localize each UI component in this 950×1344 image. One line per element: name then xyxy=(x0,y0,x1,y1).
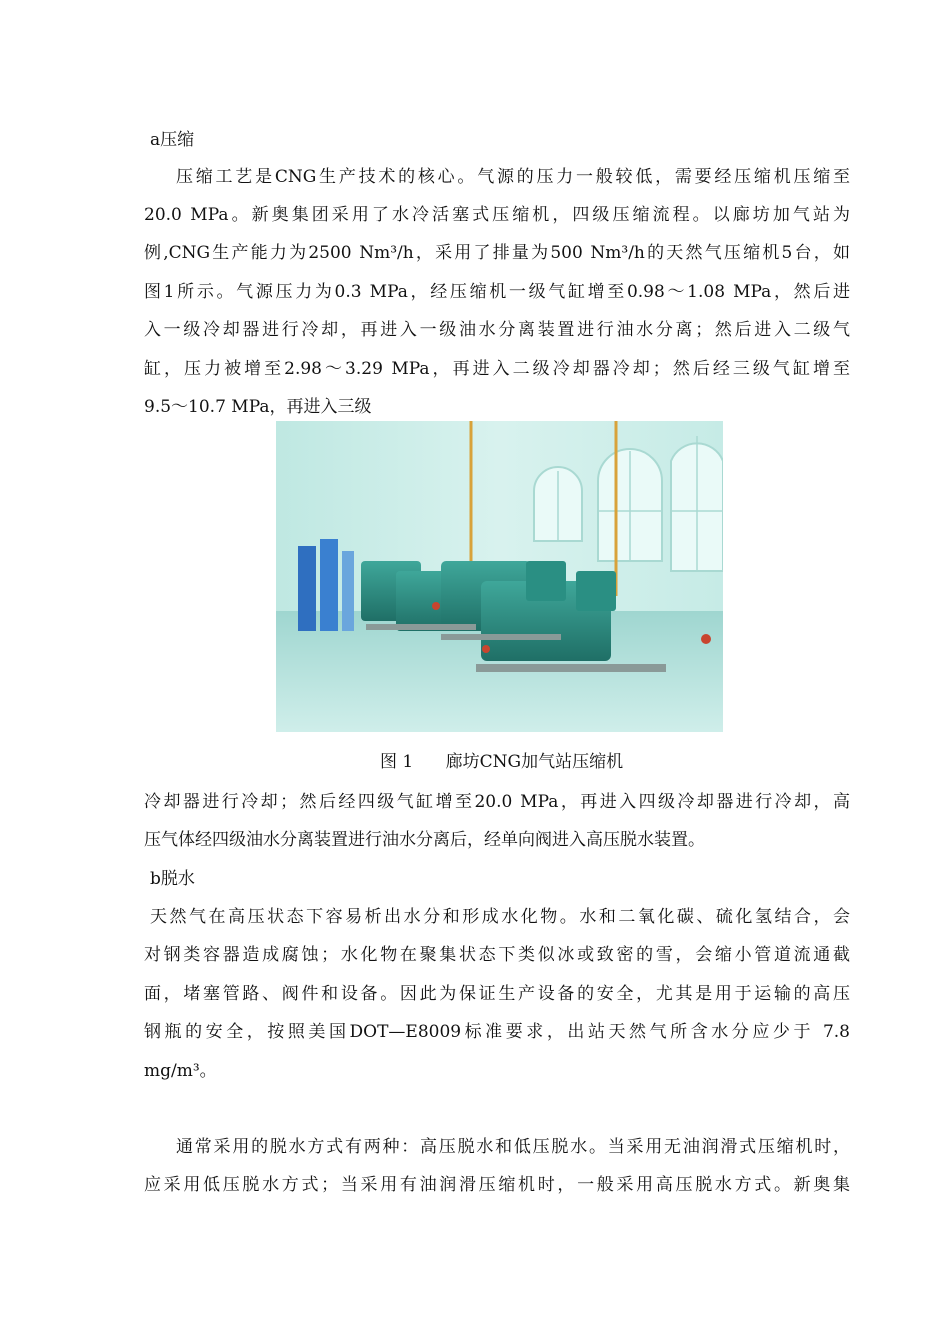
paragraph-line: 例,CNG生产能力为2500 Nm³/h，采用了排量为500 Nm³/h的天然气压缩机5台，如 xyxy=(144,243,850,263)
section-b-heading: b脱水 xyxy=(150,869,195,889)
figure-caption: 图 1 廊坊CNG加气站压缩机 xyxy=(380,752,624,772)
paragraph-line: mg/m³。 xyxy=(144,1061,217,1081)
paragraph-line: 入一级冷却器进行冷却，再进入一级油水分离装置进行油水分离；然后进入二级气 xyxy=(144,320,850,340)
paragraph-line: 通常采用的脱水方式有两种：高压脱水和低压脱水。当采用无油润滑式压缩机时， xyxy=(176,1137,850,1157)
paragraph-line: 天然气在高压状态下容易析出水分和形成水化物。水和二氧化碳、硫化氢结合，会 xyxy=(150,907,850,927)
paragraph-line: 钢瓶的安全，按照美国DOT—E8009标准要求，出站天然气所含水分应少于 7.8 xyxy=(144,1022,850,1042)
paragraph-line: 应采用低压脱水方式；当采用有油润滑压缩机时，一般采用高压脱水方式。新奥集 xyxy=(144,1175,850,1195)
paragraph-line: 对钢类容器造成腐蚀；水化物在聚集状态下类似冰或致密的雪，会缩小管道流通截 xyxy=(144,945,850,965)
compressor-photo xyxy=(276,421,723,732)
paragraph-line: 冷却器进行冷却；然后经四级气缸增至20.0 MPa，再进入四级冷却器进行冷却，高 xyxy=(144,792,850,812)
paragraph-line: 压气体经四级油水分离装置进行油水分离后，经单向阀进入高压脱水装置。 xyxy=(144,830,705,850)
section-a-heading: a压缩 xyxy=(150,130,195,150)
paragraph-line: 压缩工艺是CNG生产技术的核心。气源的压力一般较低，需要经压缩机压缩至 xyxy=(176,167,850,187)
paragraph-line: 9.5～10.7 MPa，再进入三级 xyxy=(144,397,372,417)
paragraph-line: 20.0 MPa。新奥集团采用了水冷活塞式压缩机，四级压缩流程。以廊坊加气站为 xyxy=(144,205,850,225)
paragraph-line: 图1所示。气源压力为0.3 MPa，经压缩机一级气缸增至0.98～1.08 MPa，然后进 xyxy=(144,282,850,302)
paragraph-line: 面，堵塞管路、阀件和设备。因此为保证生产设备的安全，尤其是用于运输的高压 xyxy=(144,984,850,1004)
paragraph-line: 缸，压力被增至2.98～3.29 MPa，再进入二级冷却器冷却；然后经三级气缸增至 xyxy=(144,359,850,379)
